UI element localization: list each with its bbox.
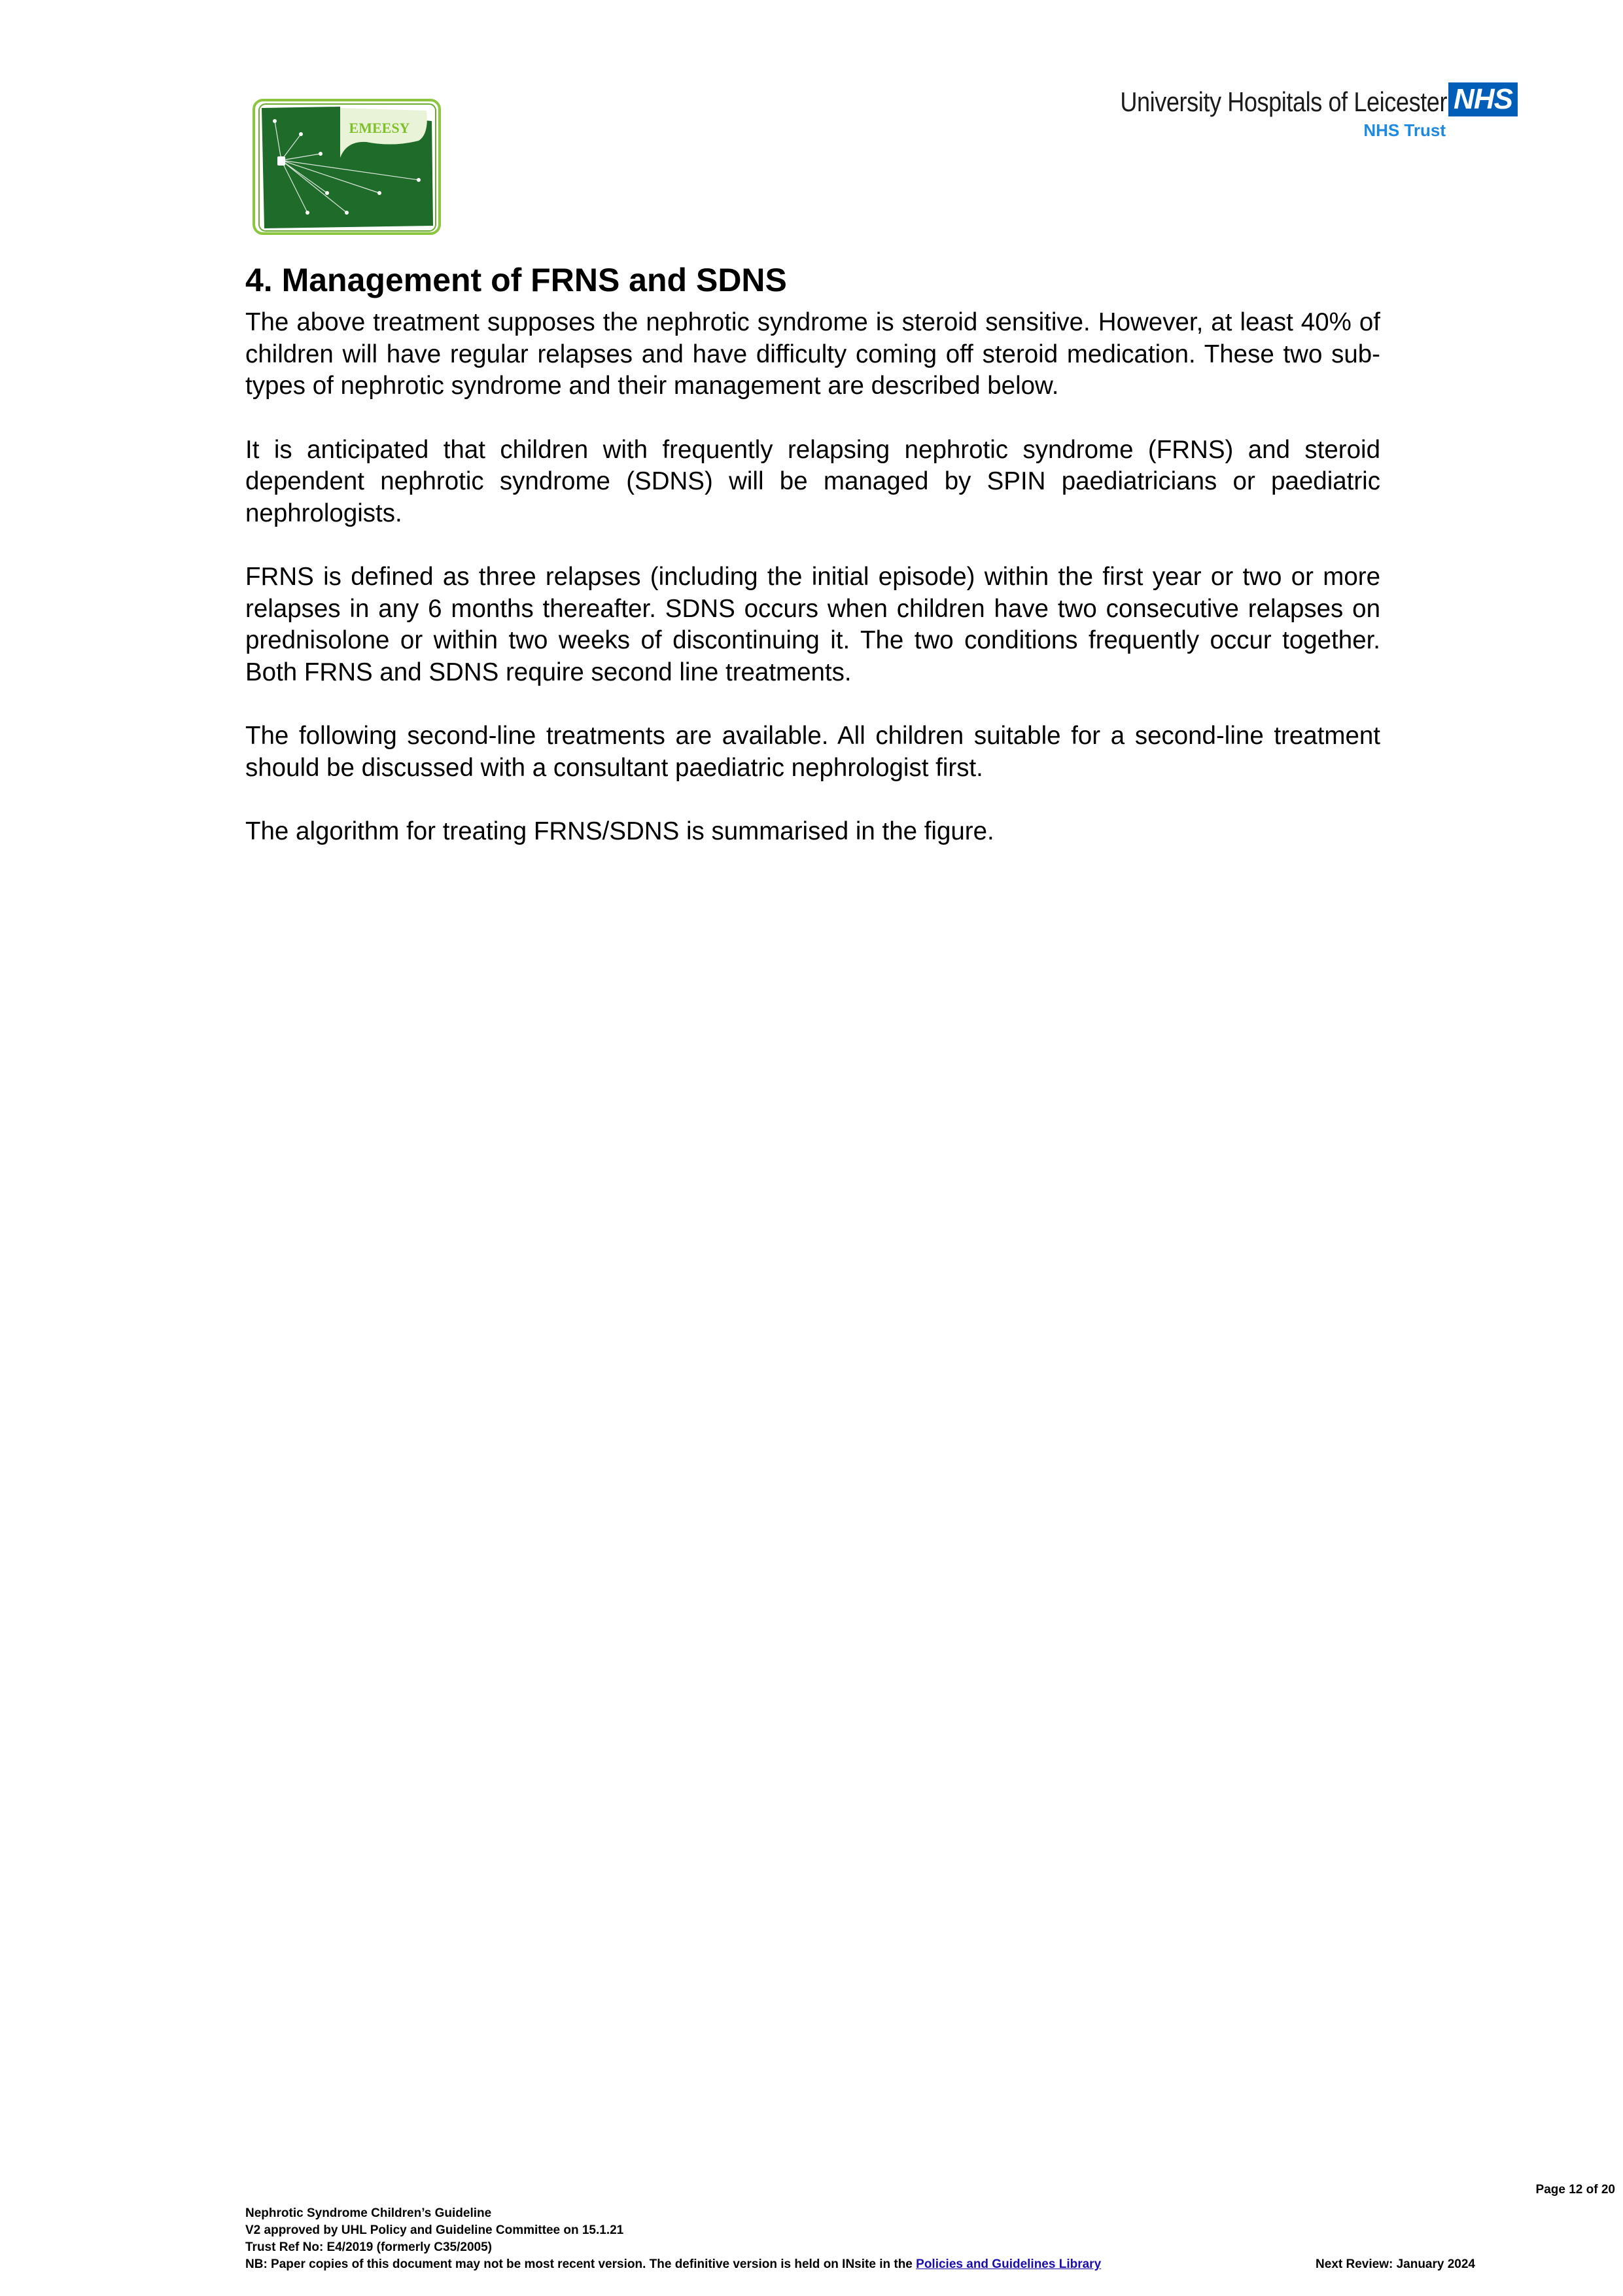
paragraph-2: It is anticipated that children with frequently relapsing nephrotic syndrome (FRNS) and steroid dependent nephrotic syndrome (SDNS) will be managed by SPIN paediatricians or paediatric nephrologists. [245, 435, 1380, 527]
nhs-trust-label: NHS Trust [1363, 120, 1446, 140]
document-body [245, 258, 1380, 880]
page-number: Page 12 of 20 [1535, 2183, 1615, 2197]
footer-title: Nephrotic Syndrome Children’s Guideline [245, 2206, 492, 2220]
footer-note [245, 2256, 1475, 2273]
paragraph-1: The above treatment supposes the nephrotic syndrome is steroid sensitive. However, at least 40% of children will have regular relapses and have difficulty coming off steroid medication. These two sub-types of nephrotic syndrome and their management are described below. [245, 308, 1380, 400]
paragraph-4: The following second-line treatments are available. All children suitable for a second-line treatment should be discussed with a consultant paediatric nephrologist first. [245, 722, 1380, 782]
nhs-badge: NHS [1448, 82, 1518, 116]
footer [245, 2205, 1475, 2273]
footer-next-review: Next Review: January 2024 [1316, 2257, 1475, 2271]
policies-library-link[interactable]: Policies and Guidelines Library [916, 2257, 1102, 2271]
org-name: University Hospitals of Leicester [1120, 86, 1447, 117]
uhl-nhs-logo [1073, 80, 1518, 145]
footer-trust-ref: Trust Ref No: E4/2019 (formerly C35/2005) [245, 2240, 492, 2254]
emeesy-logo-text: EMEESY [349, 120, 410, 136]
footer-approval: V2 approved by UHL Policy and Guideline Committee on 15.1.21 [245, 2223, 624, 2237]
emeesy-logo-icon [249, 95, 445, 239]
paragraph-3: FRNS is defined as three relapses (including the initial episode) within the first year or two or more relapses in any 6 months thereafter. SDNS occurs when children have two consecutive relapses on prednisolone or within two weeks of discontinuing it. The two conditions frequently occur together. Both FRNS and SDNS require second line treatments. [245, 563, 1380, 686]
paragraph-5: The algorithm for treating FRNS/SDNS is summarised in the figure. [245, 817, 994, 845]
footer-note-text: NB: Paper copies of this document may not be most recent version. The definitive version is held on INsite in the [245, 2257, 916, 2271]
section-heading: 4. Management of FRNS and SDNS [245, 262, 787, 298]
